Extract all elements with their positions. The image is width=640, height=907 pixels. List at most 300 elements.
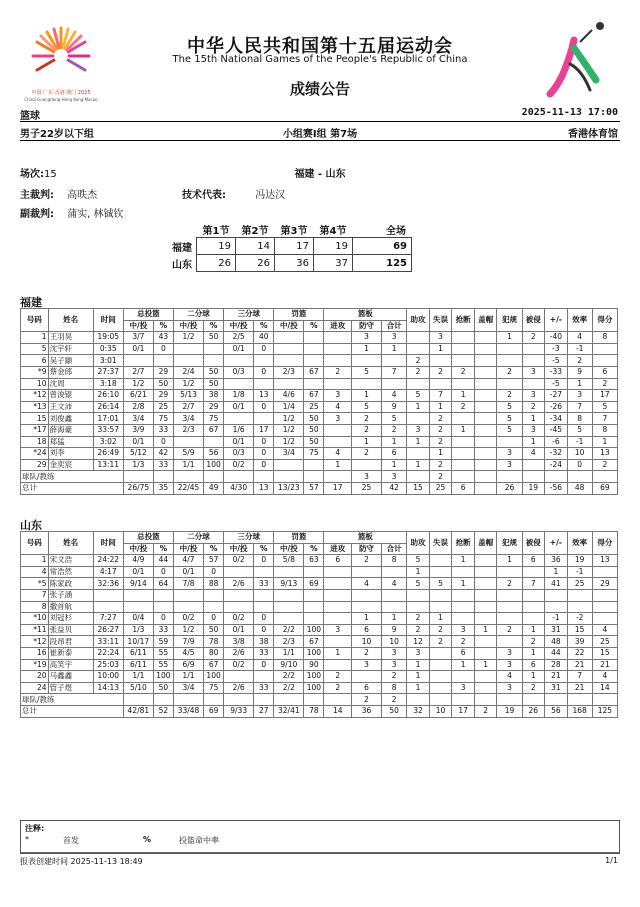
stat-cell: 33 xyxy=(254,682,274,694)
stat-cell: 4/5 xyxy=(173,647,203,659)
stat-cell xyxy=(429,589,452,601)
stat-cell: 1 xyxy=(545,566,568,578)
stat-cell: 21 xyxy=(592,659,617,671)
stat-cell xyxy=(407,332,430,344)
stat-cell: 50 xyxy=(204,378,224,390)
column-subheader: % xyxy=(204,320,224,332)
stat-cell: 5/10 xyxy=(123,682,153,694)
stat-cell: 78 xyxy=(304,705,324,717)
stat-cell: 2/4 xyxy=(173,366,203,378)
stat-cell xyxy=(497,378,522,390)
stat-cell: 9 xyxy=(382,624,407,636)
stat-cell: 36 xyxy=(352,705,382,717)
stat-cell: 2 xyxy=(497,624,522,636)
stat-cell: 2 xyxy=(352,647,382,659)
column-header: 三分球 xyxy=(224,532,274,544)
stat-cell: 1 xyxy=(497,555,522,567)
player-row xyxy=(21,343,618,355)
stat-cell: 2 xyxy=(407,366,430,378)
stat-cell: 67 xyxy=(304,390,324,402)
stat-cell xyxy=(592,589,617,601)
player-row xyxy=(21,566,618,578)
stat-cell: 8 xyxy=(567,413,592,425)
player-name: 郑猛 xyxy=(48,436,93,448)
referee-name: 高昳杰 xyxy=(67,190,98,201)
stat-cell: 3/7 xyxy=(123,332,153,344)
stat-cell: 33 xyxy=(153,624,173,636)
stat-cell: 19 xyxy=(497,705,522,717)
stat-cell: 2/6 xyxy=(224,682,254,694)
stat-cell: 10 xyxy=(382,636,407,648)
player-number: 1 xyxy=(21,332,49,344)
stat-cell xyxy=(474,378,497,390)
stat-cell: 7/9 xyxy=(173,636,203,648)
column-header: 罚篮 xyxy=(274,532,324,544)
stat-cell xyxy=(452,459,475,471)
column-header: +/- xyxy=(545,532,568,555)
match-number-value: 15 xyxy=(44,169,57,180)
stat-cell xyxy=(274,459,304,471)
stat-cell: 0/2 xyxy=(224,613,254,625)
stat-cell: 2 xyxy=(522,332,545,344)
stat-cell: 1 xyxy=(497,332,522,344)
stat-cell xyxy=(224,601,254,613)
stat-cell xyxy=(474,332,497,344)
stat-cell xyxy=(474,647,497,659)
stat-cell: 2 xyxy=(382,424,407,436)
stat-cell xyxy=(429,694,452,706)
stat-cell: 25 xyxy=(567,578,592,590)
stat-cell: 0 xyxy=(153,436,173,448)
stat-cell: 6/21 xyxy=(123,390,153,402)
stat-cell: 2 xyxy=(382,671,407,683)
stat-cell: 5 xyxy=(497,413,522,425)
stat-cell xyxy=(93,601,123,613)
report-title: 成绩公告 xyxy=(289,80,350,98)
stat-cell xyxy=(304,343,324,355)
stat-cell xyxy=(304,601,324,613)
quarter-score: 37 xyxy=(314,255,353,272)
stat-cell: 50 xyxy=(153,378,173,390)
player-name: 吴子颛 xyxy=(48,355,93,367)
stat-cell: 50 xyxy=(204,624,224,636)
column-subheader: 中/投 xyxy=(173,320,203,332)
column-header: 号码 xyxy=(21,532,49,555)
stat-cell xyxy=(382,378,407,390)
stat-cell: -26 xyxy=(545,401,568,413)
stat-cell: 3 xyxy=(382,471,407,483)
player-number: *17 xyxy=(21,424,49,436)
page-number: 1/1 xyxy=(605,856,618,865)
column-header: 效率 xyxy=(567,309,592,332)
stat-cell: 55 xyxy=(153,659,173,671)
stat-cell: 5/13 xyxy=(173,390,203,402)
stat-cell xyxy=(497,601,522,613)
player-number: 15 xyxy=(21,413,49,425)
stat-cell: 2 xyxy=(592,459,617,471)
stat-cell xyxy=(352,589,382,601)
stat-cell: 100 xyxy=(204,459,224,471)
stat-cell: 17 xyxy=(452,705,475,717)
note-star-desc: 首发 xyxy=(63,836,79,845)
stat-cell: 2 xyxy=(592,378,617,390)
stat-cell: 3 xyxy=(352,471,382,483)
stat-cell: 2 xyxy=(429,436,452,448)
player-name: 管子煜 xyxy=(48,682,93,694)
stat-cell: 1/4 xyxy=(274,401,304,413)
stat-cell xyxy=(352,378,382,390)
stat-cell: 38 xyxy=(254,636,274,648)
stat-cell: 1/2 xyxy=(274,424,304,436)
stat-cell: 42 xyxy=(153,448,173,460)
stat-cell: 3 xyxy=(567,390,592,402)
column-header: 犯规 xyxy=(497,532,522,555)
stat-cell: 0/1 xyxy=(224,401,254,413)
stat-cell: 3 xyxy=(352,332,382,344)
stat-cell: 4 xyxy=(324,448,352,460)
stat-cell: 7/8 xyxy=(173,578,203,590)
stat-cell: 0 xyxy=(153,343,173,355)
stat-cell: 25 xyxy=(429,482,452,494)
stat-cell: 8 xyxy=(382,555,407,567)
player-name: 崔新泰 xyxy=(48,647,93,659)
stat-cell: 38 xyxy=(204,390,224,402)
stat-cell xyxy=(474,390,497,402)
divider xyxy=(20,140,620,141)
stat-cell: -1 xyxy=(567,436,592,448)
stat-cell xyxy=(452,436,475,448)
stat-cell xyxy=(224,671,254,683)
stat-cell xyxy=(274,601,304,613)
stat-cell xyxy=(173,343,203,355)
stat-cell xyxy=(304,694,324,706)
stat-cell: 32 xyxy=(407,705,430,717)
player-row xyxy=(21,355,618,367)
player-row xyxy=(21,624,618,636)
column-subheader: 中/投 xyxy=(173,543,203,555)
stat-cell: 2/7 xyxy=(123,366,153,378)
stat-cell: 2/3 xyxy=(274,366,304,378)
stat-cell xyxy=(545,471,568,483)
stat-cell: 2 xyxy=(407,624,430,636)
stat-cell: 2 xyxy=(522,636,545,648)
stat-cell xyxy=(324,343,352,355)
player-name: 撒首航 xyxy=(48,601,93,613)
stat-cell: 26:14 xyxy=(93,401,123,413)
stat-cell: 168 xyxy=(567,705,592,717)
stat-cell: 0/2 xyxy=(224,459,254,471)
stat-cell: 15 xyxy=(407,482,430,494)
stat-cell: 9/13 xyxy=(274,578,304,590)
player-number: 5 xyxy=(21,343,49,355)
stat-cell: 0 xyxy=(254,448,274,460)
stat-cell xyxy=(522,566,545,578)
stat-cell: 3 xyxy=(452,682,475,694)
column-header: 总投篮 xyxy=(123,309,173,321)
player-number: 16 xyxy=(21,647,49,659)
stat-cell: 50 xyxy=(304,413,324,425)
total-row xyxy=(21,705,618,717)
stat-cell xyxy=(429,555,452,567)
stat-cell: 2 xyxy=(474,705,497,717)
stat-cell: 4 xyxy=(592,671,617,683)
stat-cell: 17 xyxy=(254,424,274,436)
stat-cell xyxy=(497,566,522,578)
stat-cell xyxy=(497,471,522,483)
player-row xyxy=(21,413,618,425)
stat-cell: 1 xyxy=(382,436,407,448)
stat-cell: 0/1 xyxy=(123,436,153,448)
column-header: 助攻 xyxy=(407,309,430,332)
stat-cell: 5 xyxy=(592,401,617,413)
stat-cell xyxy=(592,566,617,578)
stat-cell: 2 xyxy=(352,424,382,436)
column-subheader: % xyxy=(254,543,274,555)
stat-cell: 9/33 xyxy=(224,705,254,717)
stat-cell xyxy=(274,566,304,578)
stat-cell xyxy=(224,413,254,425)
quarter-row xyxy=(150,238,412,255)
stat-cell: 1 xyxy=(429,613,452,625)
stat-cell xyxy=(497,343,522,355)
stat-cell: 26:27 xyxy=(93,624,123,636)
stat-cell: 3 xyxy=(382,659,407,671)
stat-cell: 4 xyxy=(352,578,382,590)
stat-cell: 1 xyxy=(592,436,617,448)
stat-cell: 56 xyxy=(545,705,568,717)
stat-cell: 24:22 xyxy=(93,555,123,567)
stat-cell: 1 xyxy=(407,401,430,413)
column-header: 号码 xyxy=(21,309,49,332)
stat-cell xyxy=(324,471,352,483)
stat-cell: 1 xyxy=(407,659,430,671)
stat-cell: 0 xyxy=(254,555,274,567)
stat-cell xyxy=(474,366,497,378)
stat-cell xyxy=(254,589,274,601)
stat-cell: 100 xyxy=(304,647,324,659)
stat-cell: 1 xyxy=(522,647,545,659)
stat-cell xyxy=(224,355,254,367)
column-header: 抢断 xyxy=(452,532,475,555)
stat-cell: 2 xyxy=(452,401,475,413)
stat-cell xyxy=(429,659,452,671)
stat-cell: 4 xyxy=(324,401,352,413)
stat-cell: 13 xyxy=(592,448,617,460)
stat-cell: 1 xyxy=(407,671,430,683)
stat-cell: 7 xyxy=(522,578,545,590)
stat-cell: -33 xyxy=(545,366,568,378)
column-subheader: % xyxy=(153,543,173,555)
stat-cell xyxy=(545,589,568,601)
stat-cell: 3 xyxy=(382,332,407,344)
column-header: 被侵 xyxy=(522,309,545,332)
stat-cell: 5/8 xyxy=(274,555,304,567)
stat-cell xyxy=(123,694,153,706)
stat-cell: -1 xyxy=(545,613,568,625)
stat-cell xyxy=(204,436,224,448)
stat-cell xyxy=(474,555,497,567)
player-name: 沈周 xyxy=(48,378,93,390)
stat-cell: 2 xyxy=(324,682,352,694)
stat-cell: 27 xyxy=(254,705,274,717)
stat-cell: -6 xyxy=(545,436,568,448)
stat-cell: 3:01 xyxy=(93,355,123,367)
stat-cell: 1/2 xyxy=(274,436,304,448)
stat-cell: 13/23 xyxy=(274,482,304,494)
player-name: 蔡金郎 xyxy=(48,366,93,378)
stat-cell xyxy=(522,471,545,483)
stat-cell: 9/14 xyxy=(123,578,153,590)
player-row xyxy=(21,578,618,590)
matchup: 福建 - 山东 xyxy=(294,169,346,180)
stat-cell: 1 xyxy=(352,613,382,625)
stat-cell: 28 xyxy=(545,659,568,671)
column-subheader: 防守 xyxy=(352,320,382,332)
stat-cell: 3/8 xyxy=(224,636,254,648)
stat-cell: 3 xyxy=(324,624,352,636)
stat-cell xyxy=(254,671,274,683)
stat-cell xyxy=(173,601,203,613)
stat-cell: 69 xyxy=(204,705,224,717)
column-header: 篮板 xyxy=(324,532,407,544)
stat-cell: 19 xyxy=(522,482,545,494)
player-name: 沈宇轩 xyxy=(48,343,93,355)
stat-cell: 14:13 xyxy=(93,682,123,694)
stat-cell: 3 xyxy=(522,366,545,378)
stat-cell: 0/3 xyxy=(224,448,254,460)
stat-cell xyxy=(567,471,592,483)
stat-cell: 1/1 xyxy=(274,647,304,659)
stat-cell: 4 xyxy=(522,448,545,460)
stat-cell: 9 xyxy=(382,401,407,413)
column-header: 助攻 xyxy=(407,532,430,555)
venue: 香港体育馆 xyxy=(568,129,618,140)
stat-cell: 21 xyxy=(567,659,592,671)
player-name: 段昂君 xyxy=(48,636,93,648)
column-header: 失误 xyxy=(429,309,452,332)
stat-cell xyxy=(173,694,203,706)
stat-cell xyxy=(254,694,274,706)
player-name: 曾浚锟 xyxy=(48,390,93,402)
stat-cell: 29 xyxy=(592,578,617,590)
stat-cell: 2/2 xyxy=(274,671,304,683)
player-number: *13 xyxy=(21,401,49,413)
stat-cell xyxy=(497,636,522,648)
column-header: 篮板 xyxy=(324,309,407,321)
coach-row xyxy=(21,471,618,483)
stat-cell: 6 xyxy=(592,366,617,378)
stat-cell: 75 xyxy=(204,682,224,694)
stat-cell xyxy=(352,601,382,613)
column-subheader: 防守 xyxy=(352,543,382,555)
stat-cell xyxy=(254,355,274,367)
stat-cell: 21 xyxy=(567,682,592,694)
stat-cell: 0/1 xyxy=(173,566,203,578)
stat-cell: 5 xyxy=(382,413,407,425)
stat-cell: 17 xyxy=(592,390,617,402)
stat-cell: 26:10 xyxy=(93,390,123,402)
stat-cell: 2 xyxy=(452,366,475,378)
stat-cell: 1 xyxy=(352,343,382,355)
stat-cell xyxy=(522,355,545,367)
player-number: 24 xyxy=(21,682,49,694)
coach-row xyxy=(21,694,618,706)
stat-cell: 6/9 xyxy=(173,659,203,671)
stat-cell xyxy=(352,566,382,578)
stat-cell: 2/8 xyxy=(123,401,153,413)
stat-cell xyxy=(324,355,352,367)
stat-cell xyxy=(123,355,153,367)
stat-cell xyxy=(224,589,254,601)
assistant-referees xyxy=(20,205,124,220)
stat-cell: 1/2 xyxy=(274,413,304,425)
stat-cell: 3/4 xyxy=(123,413,153,425)
stat-cell: 63 xyxy=(304,555,324,567)
stat-cell: 3 xyxy=(522,390,545,402)
stat-cell: 2 xyxy=(352,555,382,567)
stat-cell: 5 xyxy=(407,390,430,402)
stat-cell xyxy=(304,378,324,390)
notes-title: 注释: xyxy=(25,824,45,833)
stat-cell xyxy=(254,601,274,613)
stat-cell xyxy=(474,589,497,601)
stat-cell xyxy=(497,355,522,367)
stat-cell: 33:11 xyxy=(93,636,123,648)
quarter-header: 第3节 xyxy=(280,226,308,237)
stat-cell: 22:24 xyxy=(93,647,123,659)
stat-cell: 69 xyxy=(592,482,617,494)
stat-cell: 5 xyxy=(497,401,522,413)
stat-cell: 32/41 xyxy=(274,705,304,717)
team-heading: 山东 xyxy=(20,519,42,532)
stat-cell: 1 xyxy=(452,578,475,590)
stat-cell xyxy=(324,436,352,448)
stat-cell: 5 xyxy=(497,424,522,436)
column-header: 得分 xyxy=(592,309,617,332)
stat-cell xyxy=(407,413,430,425)
stat-cell: 2 xyxy=(497,366,522,378)
stat-cell xyxy=(452,471,475,483)
player-row xyxy=(21,459,618,471)
column-header: 失误 xyxy=(429,532,452,555)
stat-cell: 31 xyxy=(545,624,568,636)
stat-cell: -1 xyxy=(567,343,592,355)
player-name: 张子涵 xyxy=(48,589,93,601)
stat-cell xyxy=(545,694,568,706)
stat-cell: 6/11 xyxy=(123,659,153,671)
stat-cell: 35 xyxy=(153,482,173,494)
stat-cell: 50 xyxy=(153,682,173,694)
stat-cell: 9/10 xyxy=(274,659,304,671)
stat-cell: 1/2 xyxy=(173,624,203,636)
stat-cell: 25 xyxy=(153,401,173,413)
player-row xyxy=(21,636,618,648)
stat-cell: 2 xyxy=(567,355,592,367)
stat-cell: 26:49 xyxy=(93,448,123,460)
stat-cell: 25 xyxy=(352,482,382,494)
quarter-score: 19 xyxy=(314,238,353,255)
stat-cell: 14 xyxy=(592,682,617,694)
stat-cell: 3 xyxy=(497,659,522,671)
stat-cell: -27 xyxy=(545,390,568,402)
quarter-score: 17 xyxy=(275,238,314,255)
stat-cell: 1 xyxy=(429,343,452,355)
stat-cell xyxy=(452,589,475,601)
stat-cell: 69 xyxy=(304,578,324,590)
stat-cell: -34 xyxy=(545,413,568,425)
stat-cell xyxy=(204,355,224,367)
player-row xyxy=(21,436,618,448)
